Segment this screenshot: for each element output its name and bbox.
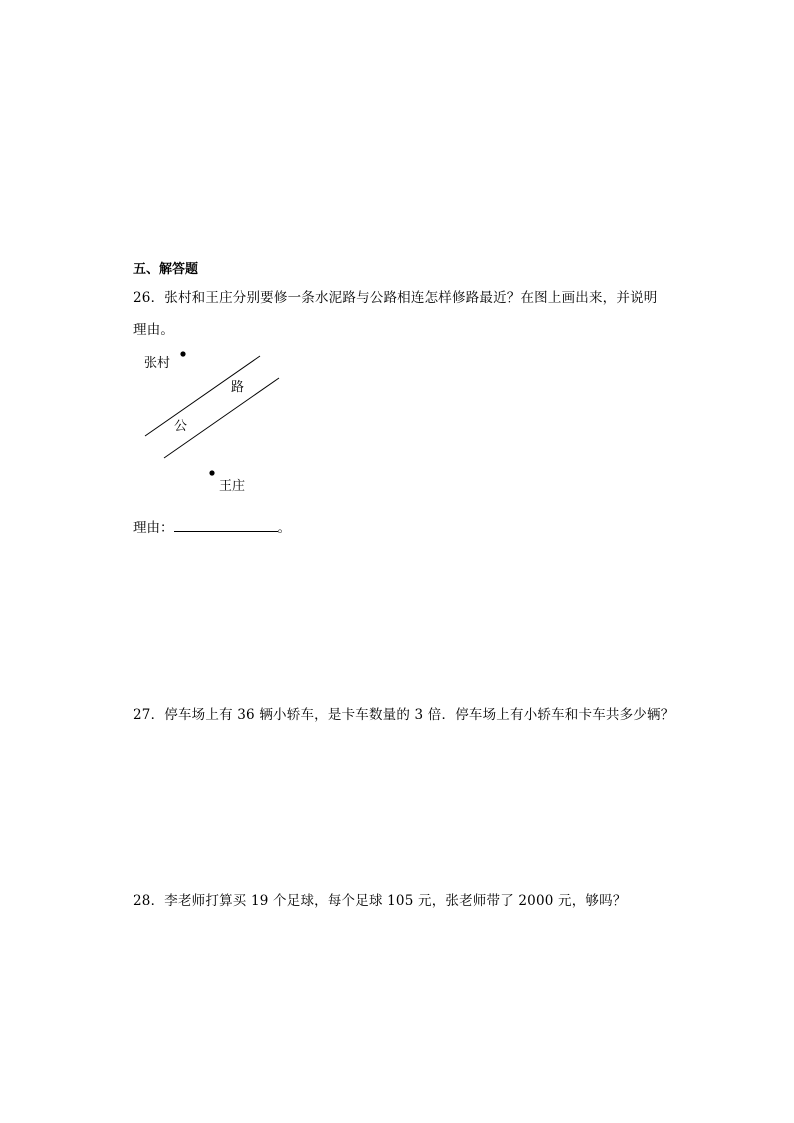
village-zhang-label: 张村 (144, 356, 171, 371)
village-wang-label: 王庄 (219, 479, 246, 494)
village-zhang-point (180, 351, 185, 356)
village-wang-point (209, 470, 214, 475)
section-title: 五、解答题 (133, 262, 199, 277)
reason-label: 理由： (133, 520, 174, 536)
question-27-text: 27．停车场上有 36 辆小轿车，是卡车数量的 3 倍．停车场上有小轿车和卡车共多少辆？ (133, 707, 675, 723)
question-28-text: 28．李老师打算买 19 个足球，每个足球 105 元，张老师带了 2000 元，够吗？ (133, 893, 627, 909)
reason-row (133, 516, 291, 536)
road-label-gong: 公 (174, 419, 188, 434)
question-26-text-continued: 理由。 (133, 322, 175, 338)
road-diagram (130, 340, 330, 500)
reason-answer-blank[interactable] (174, 517, 278, 532)
question-26-text: 26．张村和王庄分别要修一条水泥路与公路相连怎样修路最近？在图上画出来，并说明 (133, 290, 658, 306)
road-label-lu: 路 (231, 380, 245, 395)
reason-end-mark: 。 (277, 520, 291, 536)
road-line-lower (164, 378, 279, 458)
